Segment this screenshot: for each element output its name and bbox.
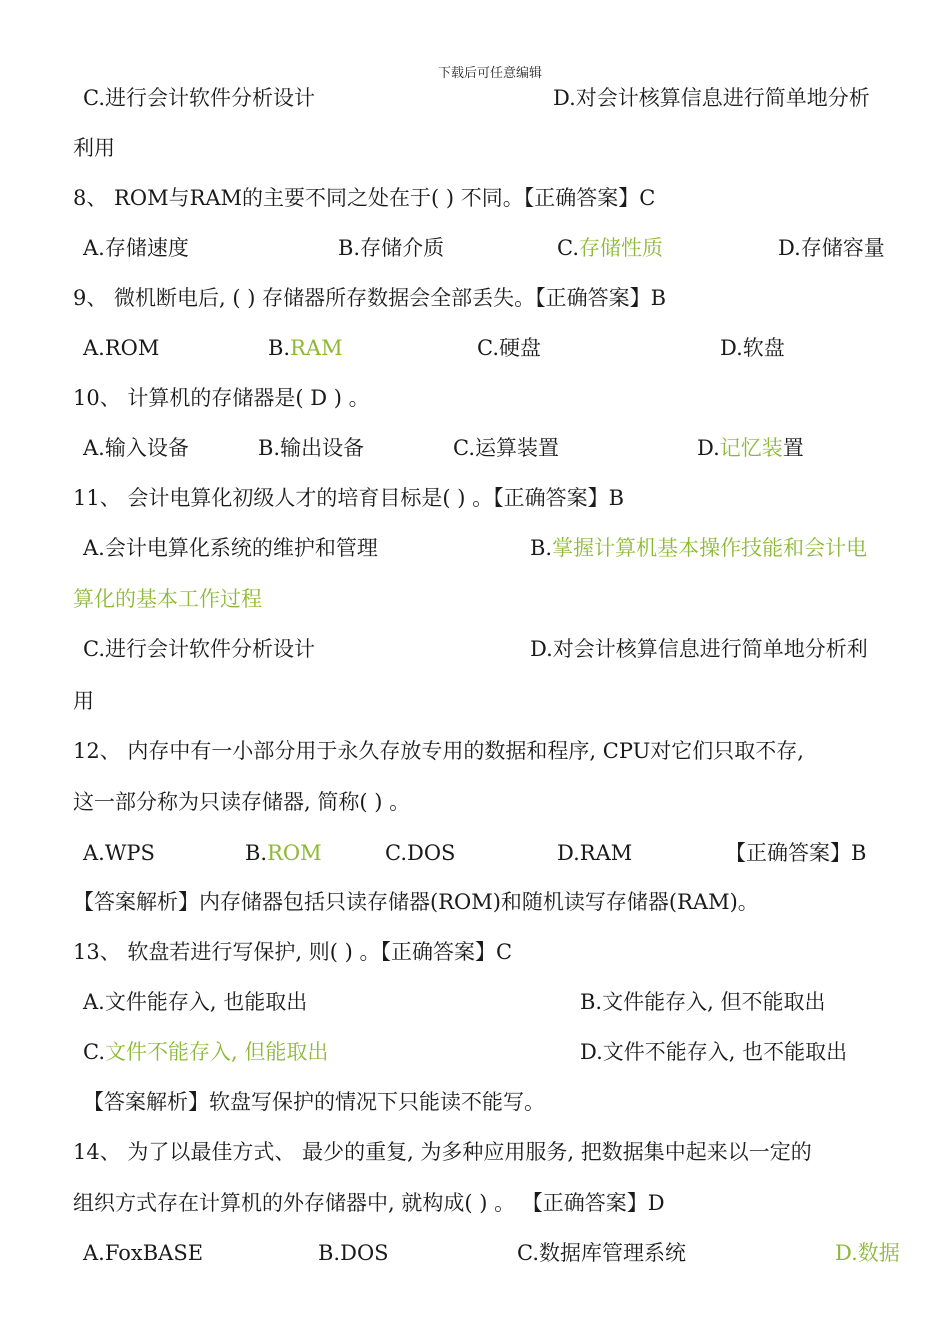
option-a: A.WPS — [83, 841, 155, 865]
option-d: D.对会计核算信息进行简单地分析 — [553, 86, 870, 110]
question-8: 8、 ROM与RAM的主要不同之处在于( ) 不同。【正确答案】C — [73, 186, 656, 210]
option-d — [697, 433, 804, 463]
answer-explanation: 【答案解析】内存储器包括只读存储器(ROM)和随机读写存储器(RAM)。 — [73, 890, 759, 914]
highlighted-answer: RAM — [290, 336, 343, 360]
option-b: B.DOS — [318, 1241, 389, 1265]
question-13: 13、 软盘若进行写保护, 则( ) 。【正确答案】C — [73, 940, 513, 964]
option-c — [557, 233, 663, 263]
option-b: B.输出设备 — [258, 436, 365, 460]
answer-explanation: 【答案解析】软盘写保护的情况下只能读不能写。 — [83, 1090, 545, 1114]
option-b — [530, 533, 867, 563]
option-d: D.存储容量 — [778, 236, 885, 260]
option-tail: 置 — [782, 436, 804, 460]
question-14-continued: 组织方式存在计算机的外存储器中, 就构成( ) 。 【正确答案】D — [73, 1191, 665, 1215]
option-a: A.文件能存入, 也能取出 — [83, 990, 308, 1014]
option-d-highlighted: D.数据 — [835, 1241, 900, 1265]
option-d: D.软盘 — [720, 336, 785, 360]
highlighted-answer-continued: 算化的基本工作过程 — [73, 587, 262, 611]
option-d: D.文件不能存入, 也不能取出 — [580, 1040, 848, 1064]
option-b: B.存储介质 — [338, 236, 445, 260]
option-c — [83, 1037, 328, 1067]
option-c: C.数据库管理系统 — [517, 1241, 686, 1265]
option-b — [268, 333, 343, 363]
option-label: B. — [530, 536, 553, 560]
question-12-continued: 这一部分称为只读存储器, 简称( ) 。 — [73, 790, 411, 814]
option-b: B.文件能存入, 但不能取出 — [580, 990, 826, 1014]
option-a: A.ROM — [83, 336, 160, 360]
option-a: A.FoxBASE — [83, 1241, 204, 1265]
option-c: C.进行会计软件分析设计 — [83, 637, 315, 661]
question-11: 11、 会计电算化初级人才的培育目标是( ) 。【正确答案】B — [73, 486, 625, 510]
option-d: D.对会计核算信息进行简单地分析利 — [530, 637, 868, 661]
option-label: C. — [83, 1040, 105, 1064]
option-a: A.输入设备 — [83, 436, 189, 460]
option-c: C.运算装置 — [453, 436, 559, 460]
page-header: 下载后可任意编辑 — [438, 66, 543, 81]
option-a: A.存储速度 — [83, 236, 189, 260]
option-d-continued: 用 — [73, 689, 94, 713]
option-c: C.DOS — [385, 841, 456, 865]
highlighted-answer: 记忆装 — [719, 436, 783, 460]
option-label: C. — [557, 236, 579, 260]
highlighted-answer: 文件不能存入, 但能取出 — [105, 1040, 329, 1064]
option-b — [245, 838, 322, 868]
question-9: 9、 微机断电后, ( ) 存储器所存数据会全部丢失。【正确答案】B — [73, 286, 667, 310]
question-10: 10、 计算机的存储器是( D ) 。 — [73, 386, 370, 410]
correct-answer: 【正确答案】B — [725, 841, 867, 865]
option-a: A.会计电算化系统的维护和管理 — [83, 536, 378, 560]
highlighted-answer: 掌握计算机基本操作技能和会计电 — [552, 536, 868, 560]
option-c: C.进行会计软件分析设计 — [83, 86, 315, 110]
option-d: D.RAM — [557, 841, 633, 865]
question-14: 14、 为了以最佳方式、 最少的重复, 为多种应用服务, 把数据集中起来以一定的 — [73, 1140, 812, 1164]
option-label: B. — [245, 841, 268, 865]
question-12: 12、 内存中有一小部分用于永久存放专用的数据和程序, CPU对它们只取不存, — [73, 739, 804, 763]
option-d-continued: 利用 — [73, 136, 115, 160]
option-label: D. — [697, 436, 720, 460]
option-label: B. — [268, 336, 291, 360]
highlighted-answer: 存储性质 — [579, 236, 663, 260]
highlighted-answer: ROM — [267, 841, 322, 865]
option-c: C.硬盘 — [477, 336, 541, 360]
